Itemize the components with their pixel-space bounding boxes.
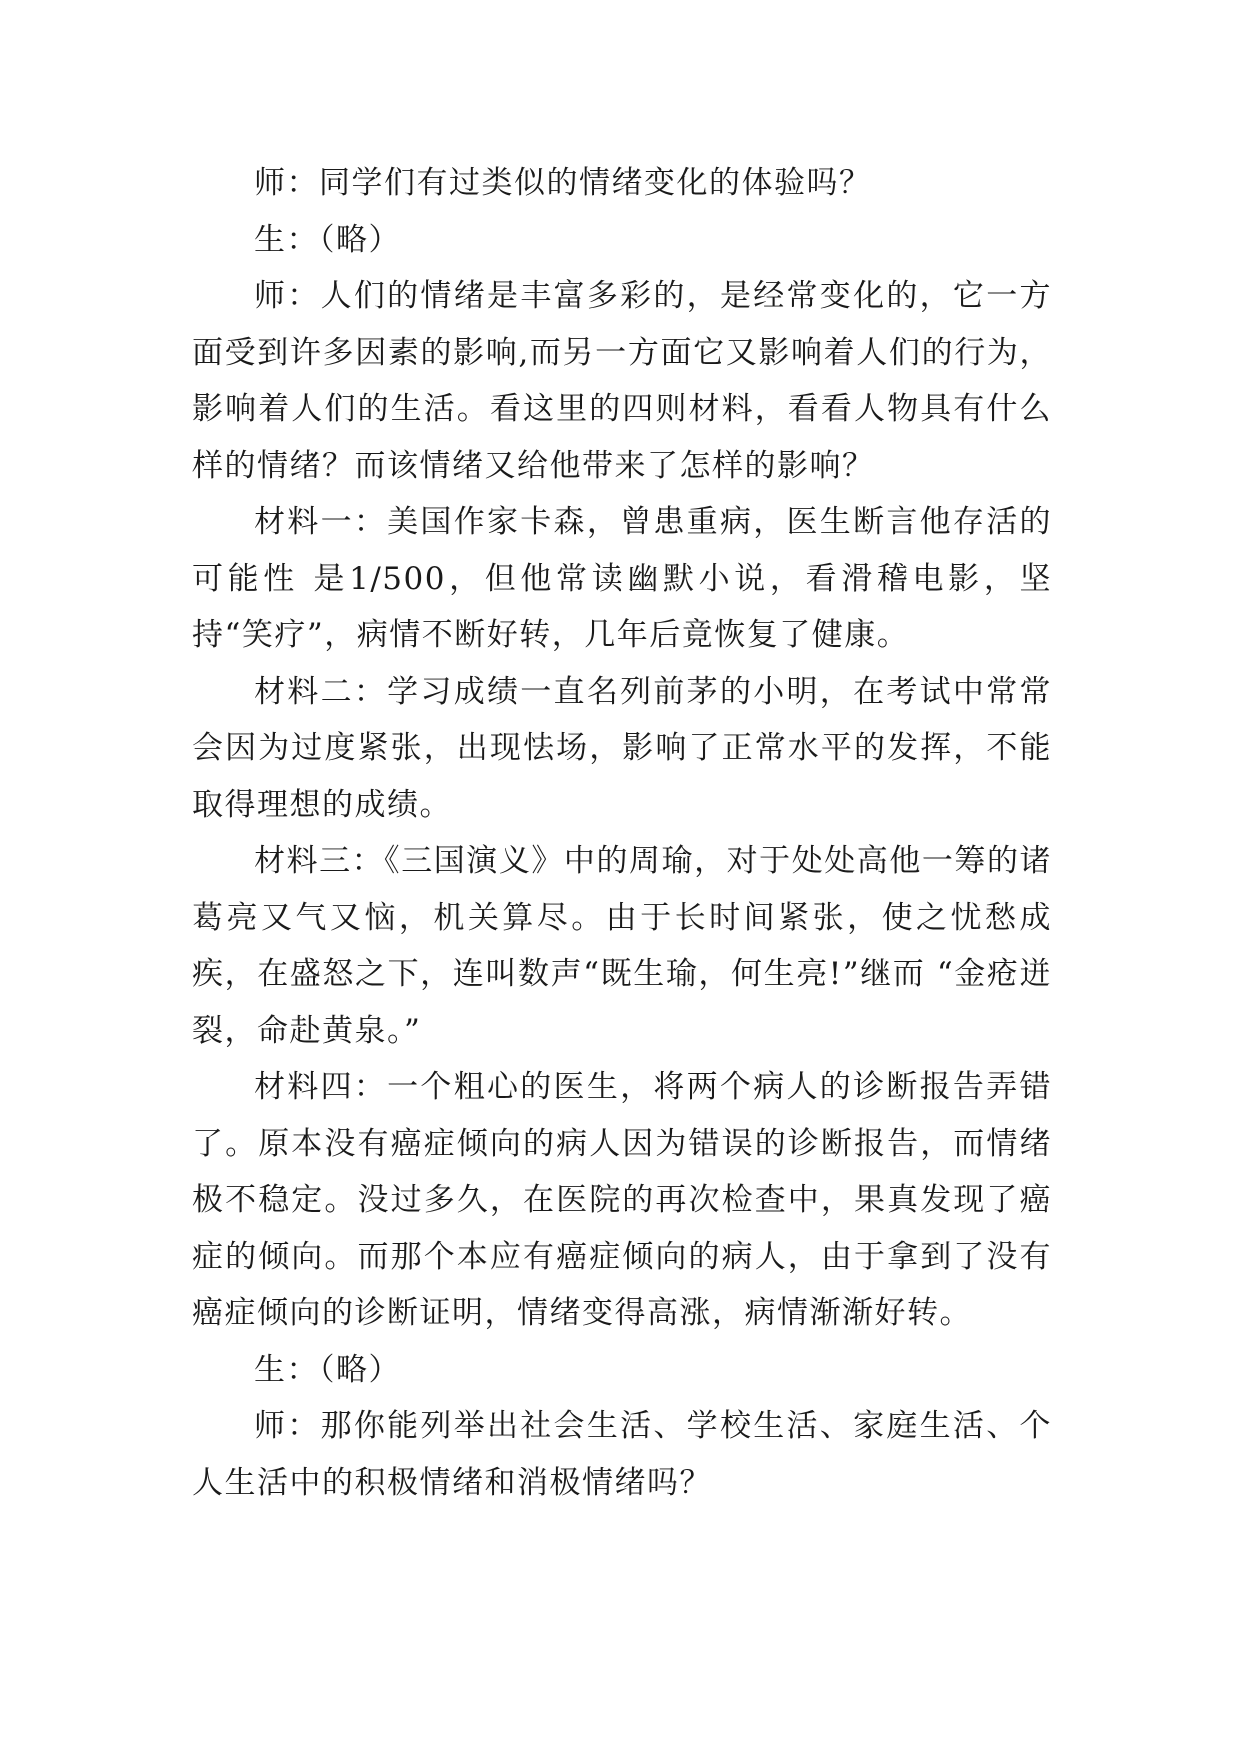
paragraph-teacher-intro: 师：人们的情绪是丰富多彩的，是经常变化的，它一方面受到许多因素的影响,而另一方面它又影响着人们的行为，影响着人们的生活。看这里的四则材料，看看人物具有什么样的情绪？而该情绪又给他带来了怎样的影响？ [192,278,1052,484]
paragraph-material-three: 材料三：《三国演义》中的周瑜，对于处处高他一筹的诸葛亮又气又恼，机关算尽。由于长时间紧张，使之忧愁成疾，在盛怒之下，连叫数声“既生瑜，何生亮!”继而 “金疮迸裂，命赴黄泉。” [192,843,1052,1049]
paragraph-student-reply-2: 生：（略） [254,1351,401,1388]
paragraph-material-four: 材料四：一个粗心的医生，将两个病人的诊断报告弄错了。原本没有癌症倾向的病人因为错误的诊断报告，而情绪极不稳定。没过多久，在医院的再次检查中，果真发现了癌症的倾向。而那个本应有癌症倾向的病人，由于拿到了没有癌症倾向的诊断证明，情绪变得高涨，病情渐渐好转。 [192,1069,1052,1331]
paragraph-student-reply: 生：（略） [254,221,401,258]
paragraph-material-one: 材料一：美国作家卡森，曾患重病，医生断言他存活的可能性 是1/500，但他常读幽默小说，看滑稽电影，坚持“笑疗”，病情不断好转，几年后竟恢复了健康。 [192,504,1052,653]
document-body [192,155,1052,1511]
paragraph-teacher-final-question: 师：那你能列举出社会生活、学校生活、家庭生活、个人生活中的积极情绪和消极情绪吗？ [192,1408,1052,1501]
paragraph-material-two: 材料二：学习成绩一直名列前茅的小明，在考试中常常会因为过度紧张，出现怯场，影响了正常水平的发挥，不能取得理想的成绩。 [192,673,1052,823]
paragraph-teacher-question: 师：同学们有过类似的情绪变化的体验吗？ [254,165,872,201]
